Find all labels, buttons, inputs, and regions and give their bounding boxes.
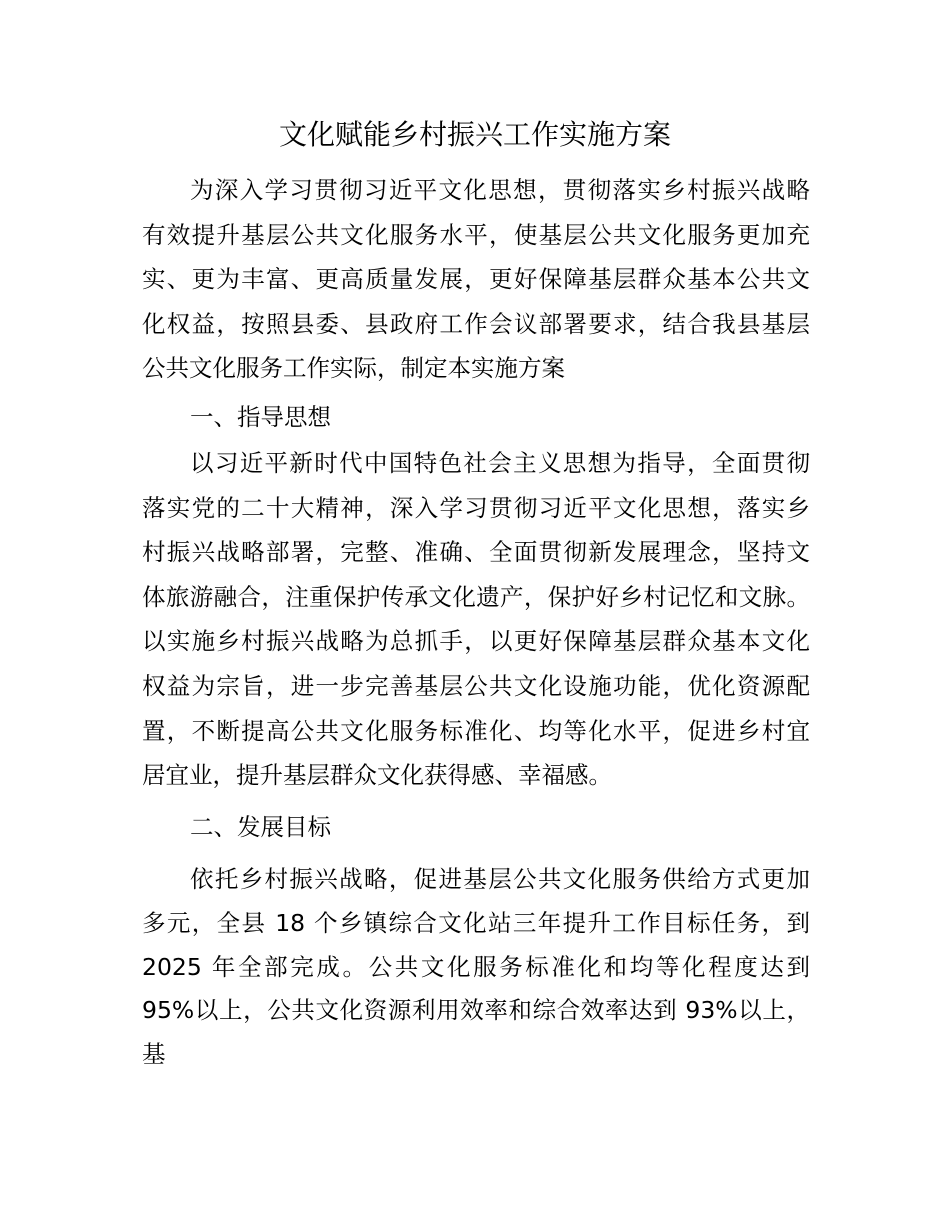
text-line: 以实施乡村振兴战略为总抓手，以更好保障基层群众基本文化 xyxy=(142,627,810,656)
paragraph-development-goals xyxy=(142,858,810,1077)
text-line: 村振兴战略部署，完整、准确、全面贯彻新发展理念，坚持文 xyxy=(142,538,810,567)
text-line: 多元，全县 18 个乡镇综合文化站三年提升工作目标任务，到 xyxy=(142,908,810,937)
text-line: 体旅游融合，注重保护传承文化遗产，保护好乡村记忆和文脉。 xyxy=(142,582,810,611)
document-title: 文化赋能乡村振兴工作实施方案 xyxy=(278,118,671,151)
paragraph-guiding-ideology xyxy=(142,441,810,798)
section-heading-guiding-ideology: 一、指导思想 xyxy=(190,403,331,431)
text-line: 落实党的二十大精神，深入学习贯彻习近平文化思想，落实乡 xyxy=(142,493,810,522)
text-line: 为深入学习贯彻习近平文化思想，贯彻落实乡村振兴战略 xyxy=(190,176,810,204)
text-line: 2025 年全部完成。公共文化服务标准化和均等化程度达到 xyxy=(142,952,810,981)
section-heading-development-goals: 二、发展目标 xyxy=(190,813,331,841)
text-line: 公共文化服务工作实际，制定本实施方案 xyxy=(142,354,565,383)
text-line: 基 xyxy=(142,1040,166,1069)
text-line: 95%以上，公共文化资源利用效率和综合效率达到 93%以上， xyxy=(142,996,810,1025)
text-line: 化权益，按照县委、县政府工作会议部署要求，结合我县基层 xyxy=(142,309,810,338)
text-line: 居宜业，提升基层群众文化获得感、幸福感。 xyxy=(142,761,612,790)
text-line: 有效提升基层公共文化服务水平，使基层公共文化服务更加充 xyxy=(142,220,810,249)
text-line: 实、更为丰富、更高质量发展，更好保障基层群众基本公共文 xyxy=(142,265,810,294)
text-line: 依托乡村振兴战略，促进基层公共文化服务供给方式更加 xyxy=(190,865,810,893)
text-line: 以习近平新时代中国特色社会主义思想为指导，全面贯彻 xyxy=(190,449,810,477)
paragraph-intro xyxy=(142,168,810,391)
text-line: 权益为宗旨，进一步完善基层公共文化设施功能，优化资源配 xyxy=(142,671,810,700)
text-line: 置，不断提高公共文化服务标准化、均等化水平，促进乡村宜 xyxy=(142,716,810,745)
